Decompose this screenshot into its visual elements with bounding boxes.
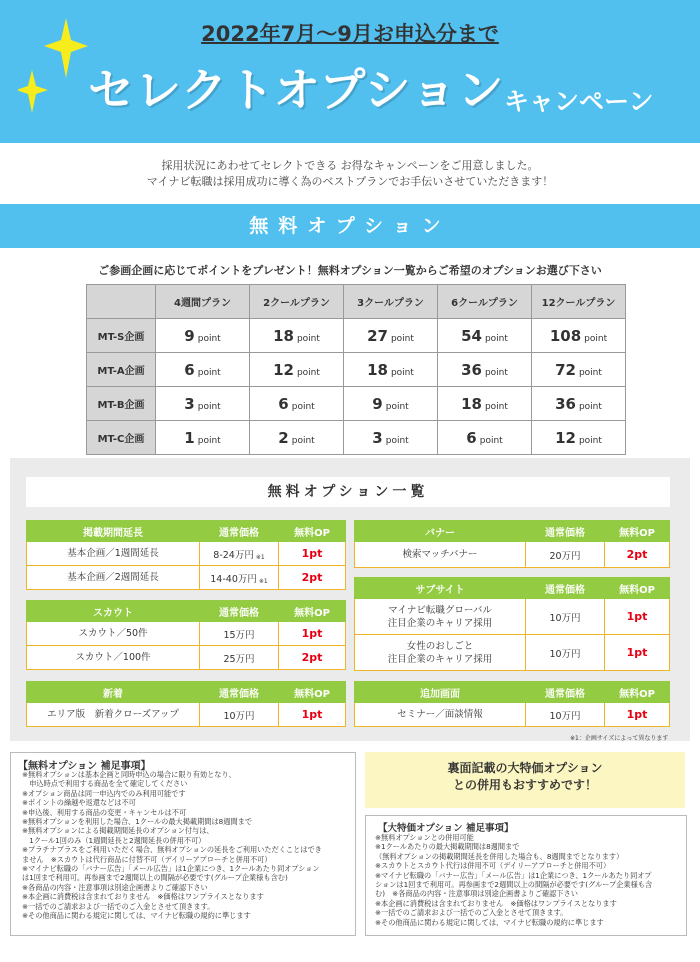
option-table-new	[26, 681, 346, 727]
price-header: 通常価格	[200, 601, 279, 622]
table-cell	[344, 353, 438, 387]
option-name	[355, 635, 526, 671]
option-point: 1pt	[605, 703, 670, 727]
option-name-line: 注目企業のキャリア採用	[387, 653, 493, 665]
note-line: ※スカウトとスカウト代行は併用不可（デイリーアプローチと併用不可）	[375, 861, 611, 871]
note-line: ※一括でのご請求および一括でのご入金とさせて頂きます。	[375, 908, 568, 918]
option-price: 10万円	[526, 599, 605, 635]
price-header: 通常価格	[526, 578, 605, 599]
option-price: 10万円	[200, 703, 279, 727]
note-line: ※申込後、利用する商品の変更・キャンセルは不可	[22, 807, 187, 817]
option-table-extra	[354, 681, 670, 727]
table-cell	[438, 421, 532, 455]
point-unit: point	[291, 435, 315, 446]
point-value: 18	[461, 394, 482, 413]
point-value: 27	[367, 326, 388, 345]
note-line: ※プラチナプラスをご利用いただく場合、無料オプションの延長をご利用いただくことはでき	[22, 845, 322, 855]
table-cell	[532, 319, 626, 353]
option-price: 20万円	[526, 542, 605, 568]
point-unit: point	[385, 401, 409, 412]
option-point: 2pt	[279, 566, 346, 590]
option-price: 14-40万円	[210, 573, 257, 585]
point-unit: point	[479, 435, 503, 446]
point-value: 9	[372, 394, 383, 413]
option-price: 10万円	[526, 635, 605, 671]
free-op-header: 無料OP	[605, 682, 670, 703]
group-header: 掲載期間延長	[27, 521, 200, 542]
highlight-line: との併用もおすすめです！	[452, 778, 598, 792]
free-op-header: 無料OP	[279, 601, 346, 622]
point-unit: point	[584, 333, 608, 344]
option-point: 2pt	[605, 542, 670, 568]
point-unit: point	[291, 401, 315, 412]
group-header: スカウト	[27, 601, 200, 622]
table-cell	[156, 387, 250, 421]
table-row	[355, 703, 670, 727]
option-price: 8-24万円	[213, 549, 254, 561]
option-name	[355, 599, 526, 635]
point-value: 36	[555, 394, 576, 413]
point-value: 6	[466, 428, 477, 447]
option-table-subsite	[354, 577, 670, 671]
highlight-line: 裏面記載の大特価オプション	[447, 761, 603, 775]
row-header: MT-C企画	[87, 421, 156, 455]
column-header: 12クールプラン	[532, 285, 626, 319]
point-value: 54	[461, 326, 482, 345]
notes-right-title: 【大特価オプション 補足事項】	[378, 823, 514, 834]
table-cell	[344, 387, 438, 421]
option-name: 基本企画／1週間延長	[27, 542, 200, 566]
table-cell	[250, 421, 344, 455]
point-value: 2	[278, 428, 289, 447]
note-line: ※無料オプションとの併用可能	[375, 833, 474, 842]
point-unit: point	[296, 367, 320, 378]
option-price: 25万円	[200, 646, 279, 670]
option-point: 1pt	[279, 542, 346, 566]
note-line: ※オプション商品は同一申込内でのみ利用可能です	[22, 788, 186, 798]
column-header: 2クールプラン	[250, 285, 344, 319]
point-value: 6	[278, 394, 289, 413]
table-cell	[344, 319, 438, 353]
price-header: 通常価格	[526, 521, 605, 542]
point-unit: point	[484, 401, 508, 412]
point-value: 1	[184, 428, 195, 447]
table-cell	[250, 319, 344, 353]
table-row	[27, 566, 346, 590]
option-name-line: 注目企業のキャリア採用	[387, 617, 493, 629]
table-cell	[438, 319, 532, 353]
point-value: 36	[461, 360, 482, 379]
option-name: スカウト／100件	[27, 646, 200, 670]
option-point: 1pt	[605, 599, 670, 635]
column-header: 4週間プラン	[156, 285, 250, 319]
point-value: 12	[555, 428, 576, 447]
table-cell	[532, 387, 626, 421]
table-row	[27, 703, 346, 727]
point-unit: point	[197, 367, 221, 378]
option-point: 1pt	[279, 622, 346, 646]
point-value: 18	[273, 326, 294, 345]
note-line: ※無料オプションを利用した場合、1クールの最大掲載期間は8週間まで	[22, 817, 253, 827]
note-line: ※ポイントの繰越や返還などは不可	[22, 798, 136, 808]
note-line: ※マイナビ転職の「バナー広告」「メール広告」は1企業につき、1クールあたり同オプ	[375, 870, 652, 880]
option-price: 15万円	[200, 622, 279, 646]
point-unit: point	[390, 367, 414, 378]
table-row	[355, 542, 670, 568]
highlight-box	[365, 752, 685, 808]
free-op-header: 無料OP	[279, 682, 346, 703]
option-point: 1pt	[605, 635, 670, 671]
note-line: ※マイナビ転職の「バナー広告」「メール広告」は1企業につき、1クールあたり同オプション	[22, 864, 320, 874]
note-line: ションは1回まで利用可。再参画まで2週間以上の間隔が必要です(グループ企業様も含	[375, 880, 653, 890]
row-header: MT-A企画	[87, 353, 156, 387]
option-table-extension	[26, 520, 346, 590]
size-footnote: ※1：企画サイズによって異なります	[570, 735, 669, 742]
price-header: 通常価格	[526, 682, 605, 703]
notes-right-body	[375, 833, 683, 927]
note-line: （無料オプションの掲載期間延長を併用した場合も、8週間までとなります）	[375, 851, 624, 861]
table-cell	[344, 421, 438, 455]
point-unit: point	[197, 435, 221, 446]
table-row	[355, 635, 670, 671]
option-price-cell	[200, 566, 279, 590]
point-value: 9	[184, 326, 195, 345]
note-line: ※無料オプションによる掲載期間延長のオプション付与は、	[22, 826, 214, 836]
page-title: セレクトオプション	[88, 63, 505, 117]
note-line: 申込時点で利用する商品を全て確定してください	[22, 779, 188, 789]
option-point: 1pt	[279, 703, 346, 727]
table-row	[27, 622, 346, 646]
table-cell	[156, 421, 250, 455]
note-line: ※一括でのご請求および一括でのご入金とさせて頂きます。	[22, 901, 215, 911]
note-line: ※その他商品に関わる規定に関しては、マイナビ転職の規約に準じます	[375, 917, 604, 927]
campaign-period: 2022年7月～9月お申込分まで	[201, 22, 499, 46]
row-header: MT-B企画	[87, 387, 156, 421]
note-line: ※1クールあたりの最大掲載期間は8週間まで	[375, 842, 520, 852]
table-row	[27, 542, 346, 566]
option-name: スカウト／50件	[27, 622, 200, 646]
note-line: ※本企画に消費税は含まれておりません ※価格はワンプライスとなります	[375, 898, 617, 908]
option-name-line: 女性のおしごと	[406, 640, 474, 652]
table-cell	[438, 353, 532, 387]
option-table-banner	[354, 520, 670, 568]
point-value: 108	[549, 326, 582, 345]
table-row	[87, 319, 626, 353]
point-value: 18	[367, 360, 388, 379]
point-unit: point	[197, 333, 221, 344]
point-unit: point	[390, 333, 414, 344]
table-row	[87, 421, 626, 455]
free-op-header: 無料OP	[605, 578, 670, 599]
group-header: 追加画面	[355, 682, 526, 703]
table-row	[87, 387, 626, 421]
table-row	[27, 646, 346, 670]
intro-line: 採用状況にあわせてセレクトできる お得なキャンペーンをご用意しました。	[161, 159, 539, 172]
notes-left-title: 【無料オプション 補足事項】	[18, 761, 151, 772]
option-price-cell	[200, 542, 279, 566]
point-value: 3	[184, 394, 195, 413]
table-cell	[250, 387, 344, 421]
group-header: サブサイト	[355, 578, 526, 599]
option-name: セミナー／面談情報	[355, 703, 526, 727]
option-table-scout	[26, 600, 346, 670]
row-header: MT-S企画	[87, 319, 156, 353]
note-line: む) ※各商品の内容・注意事項は別途企画書よりご確認下さい	[375, 889, 578, 899]
note-line: ません ※スカウトは代行商品に付替不可（デイリーアプローチと併用不可）	[22, 854, 272, 864]
table-cell	[250, 353, 344, 387]
point-value: 3	[372, 428, 383, 447]
option-name: 基本企画／2週間延長	[27, 566, 200, 590]
point-value: 12	[273, 360, 294, 379]
note-mark: ※1	[258, 577, 268, 585]
point-value: 6	[184, 360, 195, 379]
note-line: ※本企画に消費税は含まれておりません ※価格はワンプライスとなります	[22, 892, 264, 902]
option-name: エリア版 新着クローズアップ	[27, 703, 200, 727]
note-line: ※各商品の内容・注意事項は別途企画書よりご確認下さい	[22, 882, 208, 892]
table-row	[355, 599, 670, 635]
point-unit: point	[385, 435, 409, 446]
table-row	[87, 353, 626, 387]
note-mark: ※1	[255, 553, 265, 561]
price-header: 通常価格	[200, 521, 279, 542]
note-line: 1クール1回のみ（1週間延長と2週間延長の併用不可）	[22, 835, 206, 845]
table-cell	[156, 353, 250, 387]
intro-line: マイナビ転職は採用成功に導く為のベストプランでお手伝いさせていただきます！	[146, 175, 554, 188]
table-cell	[532, 353, 626, 387]
notes-left-body	[22, 770, 356, 921]
section-band: 無料オプション	[0, 204, 700, 248]
free-op-header: 無料OP	[279, 521, 346, 542]
point-unit: point	[578, 401, 602, 412]
point-table	[86, 284, 626, 455]
point-unit: point	[484, 367, 508, 378]
point-unit: point	[578, 367, 602, 378]
point-value: 72	[555, 360, 576, 379]
point-unit: point	[578, 435, 602, 446]
table-cell	[156, 319, 250, 353]
intro-text	[0, 158, 700, 190]
option-price: 10万円	[526, 703, 605, 727]
option-name-line: マイナビ転職グローバル	[388, 604, 492, 616]
point-lead: ご参画企画に応じてポイントをプレゼント！無料オプション一覧からご希望のオプションお選び下さい	[98, 264, 602, 277]
option-list-title: 無料オプション一覧	[26, 477, 670, 507]
table-cell	[532, 421, 626, 455]
option-point: 2pt	[279, 646, 346, 670]
table-header-row	[87, 285, 626, 319]
note-line: は1回まで利用可。再参画まで2週間以上の間隔が必要です(グループ企業様も含む)	[22, 873, 288, 883]
point-unit: point	[296, 333, 320, 344]
column-header: 3クールプラン	[344, 285, 438, 319]
group-header: バナー	[355, 521, 526, 542]
table-corner	[87, 285, 156, 319]
option-name: 検索マッチバナー	[355, 542, 526, 568]
page-title-suffix: キャンペーン	[504, 87, 654, 116]
column-header: 6クールプラン	[438, 285, 532, 319]
note-line: ※無料オプションは基本企画と同時申込の場合に限り有効となり、	[22, 770, 236, 779]
point-unit: point	[484, 333, 508, 344]
free-op-header: 無料OP	[605, 521, 670, 542]
group-header: 新着	[27, 682, 200, 703]
note-line: ※その他商品に関わる規定に関しては、マイナビ転職の規約に準じます	[22, 911, 251, 921]
point-unit: point	[197, 401, 221, 412]
table-cell	[438, 387, 532, 421]
price-header: 通常価格	[200, 682, 279, 703]
